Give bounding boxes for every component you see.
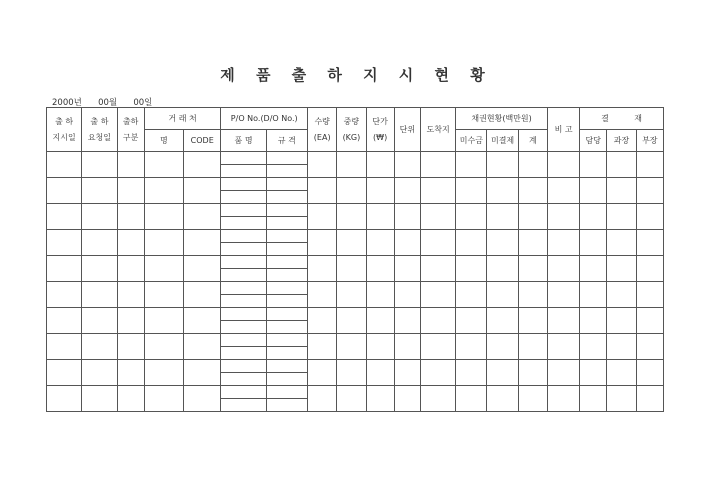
table-cell[interactable] xyxy=(547,282,579,308)
table-cell[interactable] xyxy=(580,334,607,360)
table-cell[interactable] xyxy=(266,386,307,399)
table-cell[interactable] xyxy=(456,230,487,256)
table-cell[interactable] xyxy=(607,308,636,334)
table-cell[interactable] xyxy=(221,399,266,412)
table-cell[interactable] xyxy=(221,243,266,256)
table-cell[interactable] xyxy=(636,256,663,282)
table-cell[interactable] xyxy=(547,386,579,412)
table-cell[interactable] xyxy=(266,269,307,282)
table-cell[interactable] xyxy=(636,152,663,178)
table-cell[interactable] xyxy=(184,308,221,334)
table-cell[interactable] xyxy=(221,386,266,399)
table-cell[interactable] xyxy=(337,230,366,256)
table-cell[interactable] xyxy=(266,360,307,373)
table-cell[interactable] xyxy=(221,152,266,165)
table-cell[interactable] xyxy=(266,334,307,347)
table-body xyxy=(47,152,664,412)
table-cell[interactable] xyxy=(308,386,337,412)
table-cell[interactable] xyxy=(487,386,518,412)
table-cell[interactable] xyxy=(82,360,117,386)
table-cell[interactable] xyxy=(394,152,420,178)
table-cell[interactable] xyxy=(580,178,607,204)
table-cell[interactable] xyxy=(308,360,337,386)
table-cell[interactable] xyxy=(266,204,307,217)
table-cell[interactable] xyxy=(580,282,607,308)
table-row xyxy=(47,152,664,165)
table-cell[interactable] xyxy=(607,204,636,230)
table-cell[interactable] xyxy=(607,282,636,308)
table-cell[interactable] xyxy=(82,386,117,412)
table-cell[interactable] xyxy=(221,282,266,295)
table-cell[interactable] xyxy=(420,308,455,334)
table-cell[interactable] xyxy=(487,152,518,178)
table-cell[interactable] xyxy=(518,308,547,334)
table-cell[interactable] xyxy=(221,256,266,269)
table-cell[interactable] xyxy=(366,230,394,256)
table-cell[interactable] xyxy=(266,217,307,230)
header-row-1 xyxy=(47,108,664,130)
table-cell[interactable] xyxy=(487,360,518,386)
col-director: 부장 xyxy=(636,130,663,152)
table-cell[interactable] xyxy=(636,386,663,412)
table-cell[interactable] xyxy=(607,230,636,256)
table-cell[interactable] xyxy=(394,204,420,230)
table-cell[interactable] xyxy=(221,347,266,360)
table-cell[interactable] xyxy=(47,282,82,308)
table-cell[interactable] xyxy=(184,360,221,386)
table-cell[interactable] xyxy=(308,204,337,230)
table-cell[interactable] xyxy=(366,256,394,282)
table-cell[interactable] xyxy=(607,178,636,204)
table-cell[interactable] xyxy=(266,321,307,334)
table-cell[interactable] xyxy=(82,308,117,334)
table-cell[interactable] xyxy=(117,152,144,178)
table-row xyxy=(47,360,664,373)
table-cell[interactable] xyxy=(580,204,607,230)
table-cell[interactable] xyxy=(82,334,117,360)
col-ship-request-date: 출 하 요청일 xyxy=(82,108,117,152)
table-cell[interactable] xyxy=(607,256,636,282)
table-cell[interactable] xyxy=(487,282,518,308)
col-client: 거 래 처 xyxy=(144,108,221,130)
table-cell[interactable] xyxy=(420,230,455,256)
table-cell[interactable] xyxy=(636,360,663,386)
date-day: 00일 xyxy=(133,98,153,108)
table-cell[interactable] xyxy=(518,386,547,412)
col-quantity: 수량 (EA) xyxy=(308,108,337,152)
table-cell[interactable] xyxy=(221,321,266,334)
table-cell[interactable] xyxy=(607,152,636,178)
table-cell[interactable] xyxy=(82,256,117,282)
table-cell[interactable] xyxy=(420,360,455,386)
table-cell[interactable] xyxy=(266,243,307,256)
table-cell[interactable] xyxy=(144,308,183,334)
table-cell[interactable] xyxy=(337,360,366,386)
table-cell[interactable] xyxy=(420,178,455,204)
table-cell[interactable] xyxy=(47,256,82,282)
table-row xyxy=(47,334,664,347)
table-cell[interactable] xyxy=(221,295,266,308)
col-unit: 단위 xyxy=(394,108,420,152)
table-cell[interactable] xyxy=(47,178,82,204)
table-cell[interactable] xyxy=(308,230,337,256)
table-cell[interactable] xyxy=(547,204,579,230)
table-cell[interactable] xyxy=(337,386,366,412)
table-cell[interactable] xyxy=(547,334,579,360)
col-client-code: CODE xyxy=(184,130,221,152)
table-cell[interactable] xyxy=(580,360,607,386)
table-cell[interactable] xyxy=(266,373,307,386)
col-approval: 결 재 xyxy=(580,108,664,130)
table-cell[interactable] xyxy=(580,308,607,334)
table-cell[interactable] xyxy=(394,308,420,334)
col-manager: 과장 xyxy=(607,130,636,152)
table-cell[interactable] xyxy=(308,308,337,334)
col-ship-type: 출하 구분 xyxy=(117,108,144,152)
table-cell[interactable] xyxy=(580,230,607,256)
table-cell[interactable] xyxy=(308,256,337,282)
table-cell[interactable] xyxy=(394,360,420,386)
table-cell[interactable] xyxy=(266,295,307,308)
table-cell[interactable] xyxy=(337,308,366,334)
table-cell[interactable] xyxy=(456,178,487,204)
table-cell[interactable] xyxy=(456,334,487,360)
table-cell[interactable] xyxy=(487,204,518,230)
col-unit-price: 단가 (₩) xyxy=(366,108,394,152)
col-receivable: 채권현황(백만원) xyxy=(456,108,548,130)
table-cell[interactable] xyxy=(636,230,663,256)
table-cell[interactable] xyxy=(221,360,266,373)
table-cell[interactable] xyxy=(607,360,636,386)
table-cell[interactable] xyxy=(636,334,663,360)
table-cell[interactable] xyxy=(82,230,117,256)
table-cell[interactable] xyxy=(394,334,420,360)
table-cell[interactable] xyxy=(266,230,307,243)
col-ship-instruct-date: 출 하 지시일 xyxy=(47,108,82,152)
table-cell[interactable] xyxy=(221,204,266,217)
table-cell[interactable] xyxy=(366,204,394,230)
table-cell[interactable] xyxy=(144,386,183,412)
table-cell[interactable] xyxy=(580,152,607,178)
table-cell[interactable] xyxy=(117,230,144,256)
table-cell[interactable] xyxy=(184,178,221,204)
table-cell[interactable] xyxy=(221,269,266,282)
table-cell[interactable] xyxy=(221,178,266,191)
table-cell[interactable] xyxy=(117,282,144,308)
table-cell[interactable] xyxy=(221,373,266,386)
date-month: 00월 xyxy=(98,98,118,108)
table-cell[interactable] xyxy=(221,217,266,230)
shipment-table xyxy=(46,107,664,412)
table-cell[interactable] xyxy=(47,204,82,230)
table-cell[interactable] xyxy=(266,165,307,178)
table-cell[interactable] xyxy=(518,256,547,282)
table-cell[interactable] xyxy=(518,230,547,256)
table-cell[interactable] xyxy=(117,256,144,282)
table-cell[interactable] xyxy=(337,152,366,178)
table-cell[interactable] xyxy=(518,334,547,360)
table-cell[interactable] xyxy=(456,308,487,334)
table-cell[interactable] xyxy=(487,256,518,282)
table-cell[interactable] xyxy=(636,178,663,204)
table-cell[interactable] xyxy=(184,204,221,230)
table-cell[interactable] xyxy=(518,178,547,204)
table-cell[interactable] xyxy=(420,386,455,412)
table-cell[interactable] xyxy=(518,152,547,178)
table-cell[interactable] xyxy=(366,282,394,308)
table-cell[interactable] xyxy=(221,334,266,347)
table-cell[interactable] xyxy=(366,386,394,412)
table-cell[interactable] xyxy=(308,334,337,360)
table-cell[interactable] xyxy=(144,204,183,230)
table-cell[interactable] xyxy=(144,178,183,204)
table-cell[interactable] xyxy=(184,386,221,412)
table-cell[interactable] xyxy=(456,152,487,178)
table-row xyxy=(47,282,664,295)
table-cell[interactable] xyxy=(144,152,183,178)
table-cell[interactable] xyxy=(366,152,394,178)
col-client-name: 명 xyxy=(144,130,183,152)
table-cell[interactable] xyxy=(337,256,366,282)
table-cell[interactable] xyxy=(266,152,307,165)
table-cell[interactable] xyxy=(420,204,455,230)
table-row xyxy=(47,178,664,191)
table-cell[interactable] xyxy=(266,282,307,295)
table-cell[interactable] xyxy=(636,308,663,334)
table-row xyxy=(47,204,664,217)
table-cell[interactable] xyxy=(518,282,547,308)
table-cell[interactable] xyxy=(636,282,663,308)
table-cell[interactable] xyxy=(456,386,487,412)
table-cell[interactable] xyxy=(266,347,307,360)
table-cell[interactable] xyxy=(420,334,455,360)
table-cell[interactable] xyxy=(487,178,518,204)
table-cell[interactable] xyxy=(184,282,221,308)
table-cell[interactable] xyxy=(394,256,420,282)
table-cell[interactable] xyxy=(47,386,82,412)
table-cell[interactable] xyxy=(47,360,82,386)
table-cell[interactable] xyxy=(266,308,307,321)
col-item-name: 품 명 xyxy=(221,130,266,152)
table-cell[interactable] xyxy=(117,386,144,412)
table-cell[interactable] xyxy=(82,282,117,308)
table-cell[interactable] xyxy=(337,334,366,360)
table-cell[interactable] xyxy=(221,165,266,178)
table-cell[interactable] xyxy=(547,360,579,386)
table-cell[interactable] xyxy=(221,230,266,243)
table-cell[interactable] xyxy=(117,334,144,360)
table-cell[interactable] xyxy=(266,399,307,412)
table-cell[interactable] xyxy=(82,178,117,204)
table-cell[interactable] xyxy=(221,191,266,204)
table-cell[interactable] xyxy=(221,308,266,321)
table-cell[interactable] xyxy=(394,282,420,308)
table-cell[interactable] xyxy=(337,282,366,308)
table-cell[interactable] xyxy=(420,152,455,178)
table-cell[interactable] xyxy=(580,256,607,282)
col-remarks: 비 고 xyxy=(547,108,579,152)
table-cell[interactable] xyxy=(456,282,487,308)
table-cell[interactable] xyxy=(518,360,547,386)
table-cell[interactable] xyxy=(420,256,455,282)
col-item-spec: 규 격 xyxy=(266,130,307,152)
table-cell[interactable] xyxy=(456,360,487,386)
table-row xyxy=(47,386,664,399)
table-cell[interactable] xyxy=(607,334,636,360)
table-cell[interactable] xyxy=(144,230,183,256)
table-cell[interactable] xyxy=(547,256,579,282)
table-cell[interactable] xyxy=(47,152,82,178)
table-cell[interactable] xyxy=(636,204,663,230)
table-cell[interactable] xyxy=(308,282,337,308)
table-cell[interactable] xyxy=(117,204,144,230)
table-cell[interactable] xyxy=(82,152,117,178)
table-cell[interactable] xyxy=(184,230,221,256)
table-cell[interactable] xyxy=(456,256,487,282)
table-cell[interactable] xyxy=(518,204,547,230)
table-cell[interactable] xyxy=(366,178,394,204)
table-cell[interactable] xyxy=(487,334,518,360)
col-total: 계 xyxy=(518,130,547,152)
table-cell[interactable] xyxy=(420,282,455,308)
table-row xyxy=(47,256,664,269)
table-cell[interactable] xyxy=(184,152,221,178)
table-cell[interactable] xyxy=(394,230,420,256)
table-cell[interactable] xyxy=(47,230,82,256)
date-year: 2000년 xyxy=(52,98,82,108)
table-cell[interactable] xyxy=(487,230,518,256)
table-cell[interactable] xyxy=(144,360,183,386)
table-cell[interactable] xyxy=(117,178,144,204)
table-row xyxy=(47,230,664,243)
table-cell[interactable] xyxy=(547,178,579,204)
table-cell[interactable] xyxy=(366,334,394,360)
table-cell[interactable] xyxy=(47,334,82,360)
col-weight: 중량 (KG) xyxy=(337,108,366,152)
table-cell[interactable] xyxy=(487,308,518,334)
col-unsettled: 미결제 xyxy=(487,130,518,152)
table-cell[interactable] xyxy=(456,204,487,230)
table-cell[interactable] xyxy=(184,256,221,282)
table-cell[interactable] xyxy=(580,386,607,412)
table-cell[interactable] xyxy=(547,308,579,334)
col-unpaid: 미수금 xyxy=(456,130,487,152)
table-cell[interactable] xyxy=(144,334,183,360)
table-cell[interactable] xyxy=(184,334,221,360)
table-row xyxy=(47,308,664,321)
table-cell[interactable] xyxy=(394,386,420,412)
table-cell[interactable] xyxy=(308,152,337,178)
table-cell[interactable] xyxy=(337,178,366,204)
table-cell[interactable] xyxy=(266,178,307,191)
table-cell[interactable] xyxy=(366,308,394,334)
table-cell[interactable] xyxy=(117,308,144,334)
table-cell[interactable] xyxy=(82,204,117,230)
table-cell[interactable] xyxy=(337,204,366,230)
table-cell[interactable] xyxy=(547,230,579,256)
table-cell[interactable] xyxy=(266,256,307,269)
table-cell[interactable] xyxy=(308,178,337,204)
table-cell[interactable] xyxy=(266,191,307,204)
table-cell[interactable] xyxy=(366,360,394,386)
col-destination: 도착지 xyxy=(420,108,455,152)
table-cell[interactable] xyxy=(47,308,82,334)
table-cell[interactable] xyxy=(394,178,420,204)
table-cell[interactable] xyxy=(547,152,579,178)
col-staff: 담당 xyxy=(580,130,607,152)
table-cell[interactable] xyxy=(144,282,183,308)
table-cell[interactable] xyxy=(607,386,636,412)
table-cell[interactable] xyxy=(117,360,144,386)
table-cell[interactable] xyxy=(144,256,183,282)
document-title: 제 품 출 하 지 시 현 황 xyxy=(220,66,493,84)
col-po-no: P/O No.(D/O No.) xyxy=(221,108,308,130)
